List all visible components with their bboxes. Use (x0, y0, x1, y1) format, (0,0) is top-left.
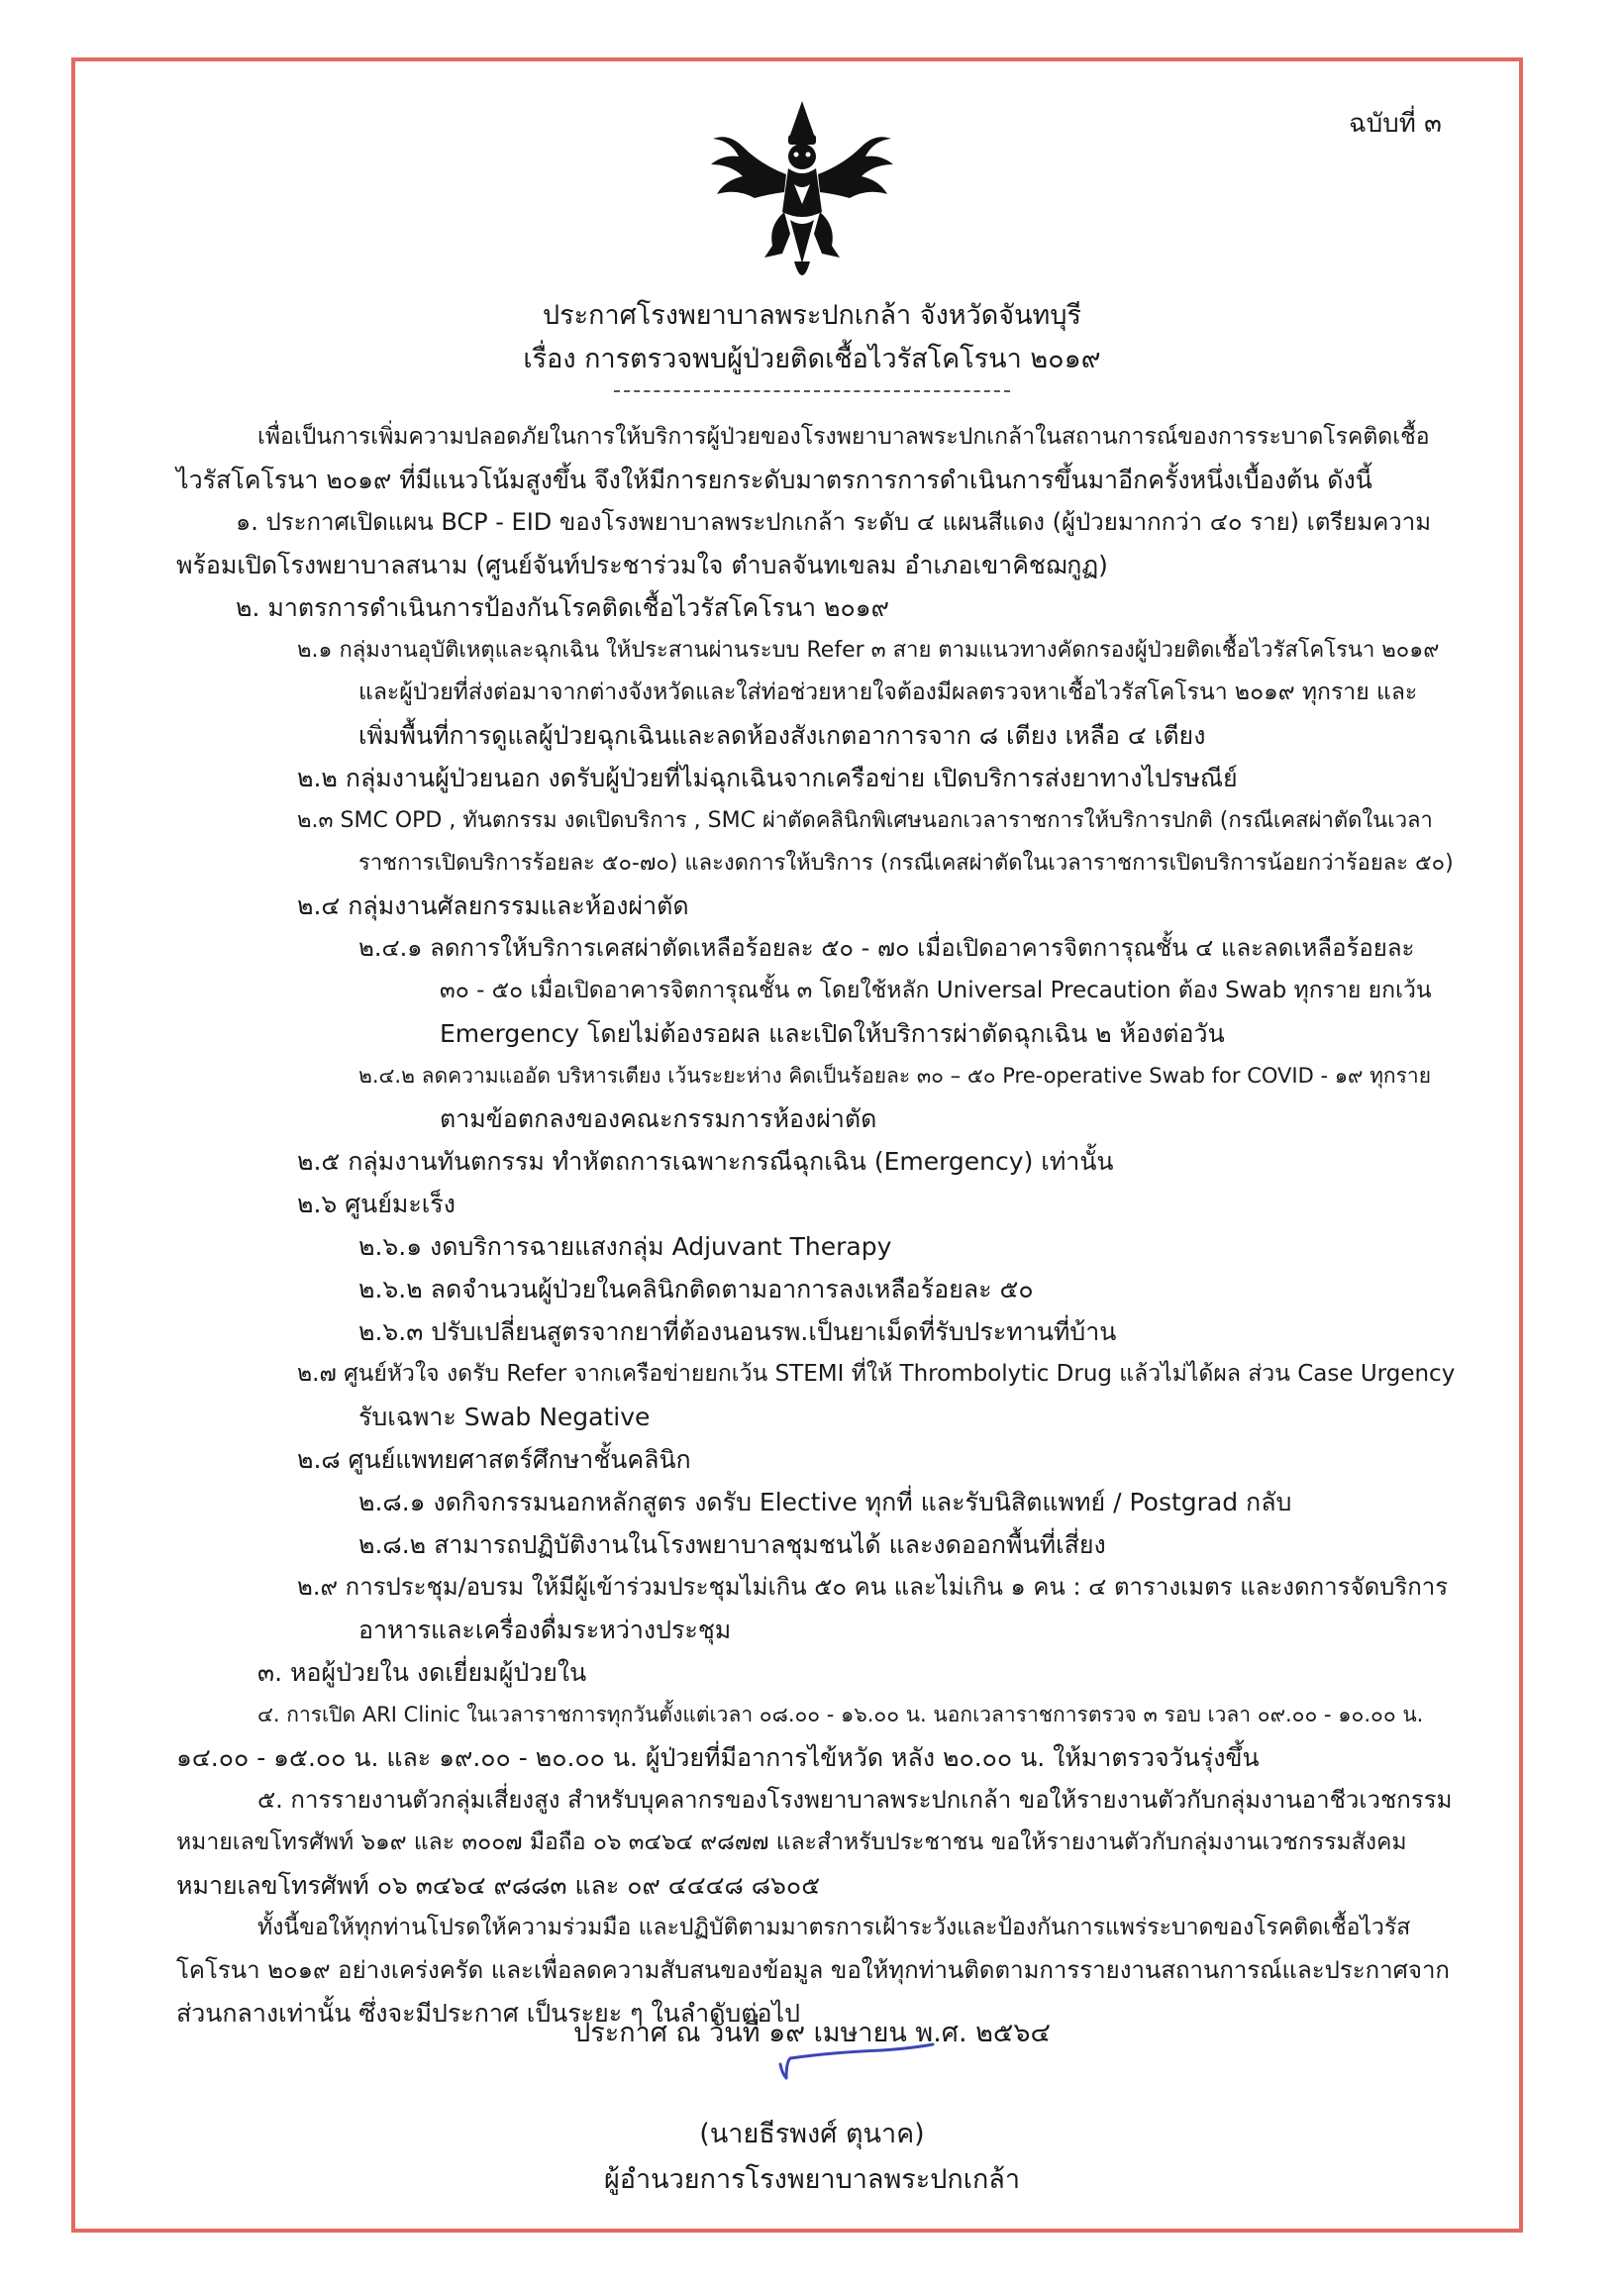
announcement-title: ประกาศโรงพยาบาลพระปกเกล้า จังหวัดจันทบุรี (543, 300, 1081, 331)
announcement-date: ประกาศ ณ วันที่ ๑๙ เมษายน พ.ศ. ๒๕๖๔ (573, 2018, 1051, 2048)
body-line: หมายเลขโทรศัพท์ ๖๑๙ และ ๓๐๐๗ มือถือ ๐๖ ๓๔๖๔ ๙๘๗๗ และสำหรับประชาชน ขอให้รายงานตัวกับกลุ่มงานเวชกรรมสังคม (176, 1829, 1407, 1855)
announcement-body (0, 406, 1624, 2028)
announcement-subject: เรื่อง การตรวจพบผู้ป่วยติดเชื้อไวรัสโคโรนา ๒๐๑๙ (523, 344, 1101, 374)
garuda-emblem (703, 95, 901, 293)
title-divider (614, 390, 1010, 392)
body-line: ทั้งนี้ขอให้ทุกท่านโปรดให้ความร่วมมือ และปฏิบัติตามมาตรการเฝ้าระวังและป้องกันการแพร่ระบาดของโรคติดเชื้อไวรัส (257, 1915, 1411, 1940)
body-line: ๒.๘.๒ สามารถปฏิบัติงานในโรงพยาบาลชุมชนได้ และงดออกพื้นที่เสี่ยง (358, 1530, 1106, 1559)
body-line: ๒.๔ กลุ่มงานศัลยกรรมและห้องผ่าตัด (297, 891, 689, 920)
body-line: ตามข้อตกลงของคณะกรรมการห้องผ่าตัด (440, 1104, 877, 1133)
body-line: เพื่อเป็นการเพิ่มความปลอดภัยในการให้บริการผู้ป่วยของโรงพยาบาลพระปกเกล้าในสถานการณ์ของการระบาดโรคติดเชื้อ (257, 424, 1430, 450)
body-line: เพิ่มพื้นที่การดูแลผู้ป่วยฉุกเฉินและลดห้องสังเกตอาการจาก ๘ เตียง เหลือ ๔ เตียง (358, 721, 1206, 750)
body-line: ๒.๔.๑ ลดการให้บริการเคสผ่าตัดเหลือร้อยละ ๕๐ - ๗๐ เมื่อเปิดอาคารจิตการุณชั้น ๔ และลดเหลือร้อยละ (358, 934, 1415, 962)
signatory-position: ผู้อำนวยการโรงพยาบาลพระปกเกล้า (603, 2164, 1021, 2195)
body-line: ๓. หอผู้ป่วยใน งดเยี่ยมผู้ป่วยใน (257, 1658, 587, 1687)
body-line: ๒.๖.๒ ลดจำนวนผู้ป่วยในคลินิกติดตามอาการลงเหลือร้อยละ ๕๐ (358, 1275, 1034, 1303)
body-line: อาหารและเครื่องดื่มระหว่างประชุม (358, 1616, 732, 1644)
body-line: ๒.๒ กลุ่มงานผู้ป่วยนอก งดรับผู้ป่วยที่ไม่ฉุกเฉินจากเครือข่าย เปิดบริการส่งยาทางไปรษณีย์ (297, 764, 1238, 792)
body-line: ๓๐ - ๕๐ เมื่อเปิดอาคารจิตการุณชั้น ๓ โดยใช้หลัก Universal Precaution ต้อง Swab ทุกราย ยกเว้น (440, 978, 1432, 1003)
body-line: ๒.๔.๒ ลดความแออัด บริหารเตียง เว้นระยะห่าง คิดเป็นร้อยละ ๓๐ – ๕๐ Pre-operative Swab for COVID - ๑๙ ทุกราย (358, 1064, 1432, 1088)
body-line: ๒.๗ ศูนย์หัวใจ งดรับ Refer จากเครือข่ายยกเว้น STEMI ที่ให้ Thrombolytic Drug แล้วไม่ได้ผล ส่วน Case Urgency (297, 1361, 1456, 1387)
body-line: ๔. การเปิด ARI Clinic ในเวลาราชการทุกวันตั้งแต่เวลา ๐๘.๐๐ - ๑๖.๐๐ น. นอกเวลาราชการตรวจ ๓ รอบ เวลา ๐๙.๐๐ - ๑๐.๐๐ น. (257, 1703, 1424, 1726)
body-line: ๒.๘ ศูนย์แพทยศาสตร์ศึกษาชั้นคลินิก (297, 1445, 691, 1474)
body-line: ๕. การรายงานตัวกลุ่มเสี่ยงสูง สำหรับบุคลากรของโรงพยาบาลพระปกเกล้า ขอให้รายงานตัวกับกลุ่มงานอาชีวเวชกรรม (257, 1786, 1453, 1814)
body-line: ๑๔.๐๐ - ๑๕.๐๐ น. และ ๑๙.๐๐ - ๒๐.๐๐ น. ผู้ป่วยที่มีอาการไข้หวัด หลัง ๒๐.๐๐ น. ให้มาตรวจวันรุ่งขึ้น (176, 1743, 1260, 1772)
body-line: ๒.๘.๑ งดกิจกรรมนอกหลักสูตร งดรับ Elective ทุกที่ และรับนิสิตแพทย์ / Postgrad กลับ (358, 1488, 1292, 1516)
body-line: ๑. ประกาศเปิดแผน BCP - EID ของโรงพยาบาลพระปกเกล้า ระดับ ๔ แผนสีแดง (ผู้ป่วยมากกว่า ๔๐ ราย) เตรียมความ (236, 508, 1432, 536)
body-line: รับเฉพาะ Swab Negative (358, 1403, 651, 1431)
body-line: ๒.๖.๓ ปรับเปลี่ยนสูตรจากยาที่ต้องนอนรพ.เป็นยาเม็ดที่รับประทานที่บ้าน (358, 1317, 1117, 1346)
body-line: ๒.๖.๑ งดบริการฉายแสงกลุ่ม Adjuvant Therapy (358, 1232, 892, 1261)
body-line: ๒.๙ การประชุม/อบรม ให้มีผู้เข้าร่วมประชุมไม่เกิน ๕๐ คน และไม่เกิน ๑ คน : ๔ ตารางเมตร และงดการจัดบริการ (297, 1573, 1449, 1601)
body-line: โคโรนา ๒๐๑๙ อย่างเคร่งครัด และเพื่อลดความสับสนของข้อมูล ขอให้ทุกท่านติดตามการรายงานสถานการณ์และประกาศจาก (176, 1956, 1450, 1984)
body-line: ๒.๓ SMC OPD , ทันตกรรม งดเปิดบริการ , SMC ผ่าตัดคลินิกพิเศษนอกเวลาราชการให้บริการปกติ (กรณีเคสผ่าตัดในเวลา (297, 808, 1433, 833)
body-line: ๒.๖ ศูนย์มะเร็ง (297, 1190, 456, 1218)
body-line: ๒. มาตรการดำเนินการป้องกันโรคติดเชื้อไวรัสโคโรนา ๒๐๑๙ (236, 593, 889, 622)
handwritten-signature (772, 2038, 941, 2088)
version-label: ฉบับที่ ๓ (1349, 109, 1442, 139)
body-line: ราชการเปิดบริการร้อยละ ๕๐-๗๐) และงดการให้บริการ (กรณีเคสผ่าตัดในเวลาราชการเปิดบริการน้อยกว่าร้อยละ ๕๐) (358, 851, 1454, 876)
body-line: ส่วนกลางเท่านั้น ซึ่งจะมีประกาศ เป็นระยะ ๆ ในลำดับต่อไป (176, 1999, 800, 2028)
body-line: หมายเลขโทรศัพท์ ๐๖ ๓๔๖๔ ๙๘๘๓ และ ๐๙ ๔๔๔๘ ๘๖๐๕ (176, 1871, 821, 1900)
body-line: ไวรัสโคโรนา ๒๐๑๙ ที่มีแนวโน้มสูงขึ้น จึงให้มีการยกระดับมาตรการการดำเนินการขึ้นมาอีกครั้งหนึ่งเบื้องต้น ดังนี้ (176, 466, 1372, 494)
signatory-name: (นายธีรพงศ์ ตุนาค) (699, 2119, 925, 2149)
body-line: ๒.๕ กลุ่มงานทันตกรรม ทำหัตถการเฉพาะกรณีฉุกเฉิน (Emergency) เท่านั้น (297, 1147, 1114, 1176)
body-line: ๒.๑ กลุ่มงานอุบัติเหตุและฉุกเฉิน ให้ประสานผ่านระบบ Refer ๓ สาย ตามแนวทางคัดกรองผู้ป่วยติดเชื้อไวรัสโคโรนา ๒๐๑๙ (297, 638, 1440, 663)
body-line: Emergency โดยไม่ต้องรอผล และเปิดให้บริการผ่าตัดฉุกเฉิน ๒ ห้องต่อวัน (440, 1019, 1225, 1048)
body-line: พร้อมเปิดโรงพยาบาลสนาม (ศูนย์จันท์ประชาร่วมใจ ตำบลจันทเขลม อำเภอเขาคิชฌกูฏ) (176, 551, 1108, 579)
body-line: และผู้ป่วยที่ส่งต่อมาจากต่างจังหวัดและใส่ท่อช่วยหายใจต้องมีผลตรวจหาเชื้อไวรัสโคโรนา ๒๐๑๙ ทุกราย และ (358, 679, 1418, 705)
